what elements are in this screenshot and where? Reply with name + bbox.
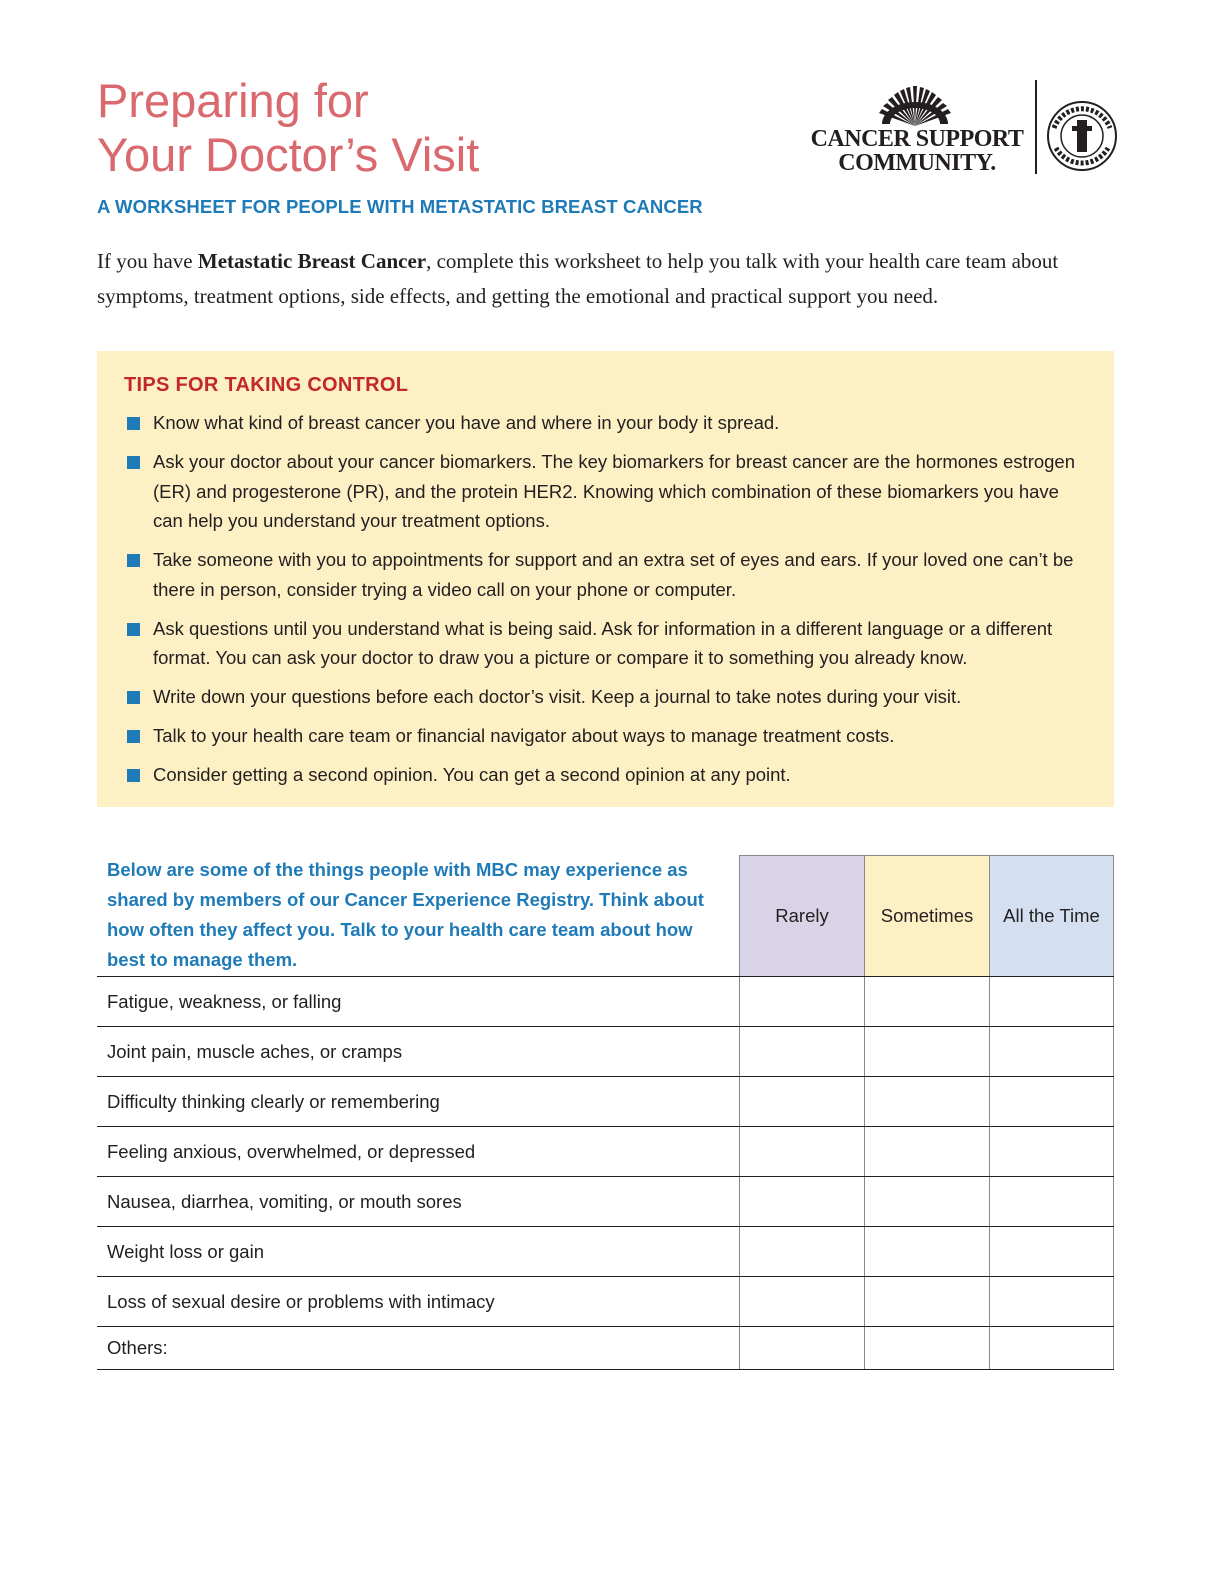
symptom-label: Weight loss or gain xyxy=(107,1240,264,1262)
table-row xyxy=(97,1077,1114,1127)
rarely-checkbox-cell[interactable] xyxy=(739,1127,864,1176)
all-the-time-checkbox-cell[interactable] xyxy=(989,1027,1114,1076)
tip-item xyxy=(127,545,1092,604)
logo-text-line-2: COMMUNITY. xyxy=(838,150,996,176)
rarely-checkbox-cell[interactable] xyxy=(739,1277,864,1326)
table-row xyxy=(97,1127,1114,1177)
rarely-checkbox-cell[interactable] xyxy=(739,1227,864,1276)
title-line-2: Your Doctor’s Visit xyxy=(97,128,480,181)
tip-item xyxy=(127,408,1092,438)
all-the-time-checkbox-cell[interactable] xyxy=(989,1077,1114,1126)
symptom-label: Joint pain, muscle aches, or cramps xyxy=(107,1040,403,1062)
sunburst-logo-icon xyxy=(870,78,960,128)
logo-text-line-1: CANCER SUPPORT xyxy=(810,126,1024,152)
intro-text-end: , complete this worksheet to help you talk with your health care team about symptoms, treatment options, side effects, and getting the emotional and practical support you need. xyxy=(97,249,1059,308)
square-bullet-icon xyxy=(127,456,140,469)
square-bullet-icon xyxy=(127,417,140,430)
sometimes-checkbox-cell[interactable] xyxy=(864,1077,989,1126)
symptom-label: Difficulty thinking clearly or remembering xyxy=(107,1090,440,1112)
sometimes-checkbox-cell[interactable] xyxy=(864,1127,989,1176)
tip-text: Ask your doctor about your cancer biomarkers. The key biomarkers for breast cancer are the hormones estrogen (ER) and progesterone (PR), and the protein HER2. Knowing which combination of these biomarkers you have can help you understand your treatment options. xyxy=(153,451,1076,531)
table-row xyxy=(97,1177,1114,1227)
symptom-label: Loss of sexual desire or problems with intimacy xyxy=(107,1290,495,1312)
rarely-checkbox-cell[interactable] xyxy=(739,977,864,1026)
all-the-time-checkbox-cell[interactable] xyxy=(989,1127,1114,1176)
table-row xyxy=(97,977,1114,1027)
square-bullet-icon xyxy=(127,769,140,782)
sometimes-checkbox-cell[interactable] xyxy=(864,1277,989,1326)
symptom-label-others: Others: xyxy=(107,1337,168,1358)
tip-text: Take someone with you to appointments for support and an extra set of eyes and ears. If your loved one can’t be there in person, consider trying a video call on your phone or computer. xyxy=(153,549,1074,600)
symptom-label: Fatigue, weakness, or falling xyxy=(107,990,342,1012)
rarely-checkbox-cell[interactable] xyxy=(739,1027,864,1076)
tips-list xyxy=(127,408,1092,799)
table-row xyxy=(97,1227,1114,1277)
all-the-time-checkbox-cell[interactable] xyxy=(989,1327,1114,1369)
table-intro-text: Below are some of the things people with MBC may experience as shared by members of our Cancer Experience Registry. Think about how often they affect you. Talk to your health care team about how best to manage them. xyxy=(107,859,704,970)
sometimes-checkbox-cell[interactable] xyxy=(864,977,989,1026)
tip-item xyxy=(127,760,1092,790)
square-bullet-icon xyxy=(127,623,140,636)
symptom-label: Nausea, diarrhea, vomiting, or mouth sores xyxy=(107,1190,462,1212)
all-the-time-checkbox-cell[interactable] xyxy=(989,1227,1114,1276)
table-row xyxy=(97,1277,1114,1327)
title-line-1: Preparing for xyxy=(97,74,369,127)
symptom-frequency-table xyxy=(97,855,1114,1370)
tip-text: Talk to your health care team or financial navigator about ways to manage treatment costs. xyxy=(153,725,895,746)
gildas-club-seal-icon xyxy=(1044,98,1120,174)
all-the-time-checkbox-cell[interactable] xyxy=(989,1177,1114,1226)
square-bullet-icon xyxy=(127,554,140,567)
table-header xyxy=(97,855,1114,977)
rarely-checkbox-cell[interactable] xyxy=(739,1327,864,1369)
tip-item xyxy=(127,614,1092,673)
sometimes-checkbox-cell[interactable] xyxy=(864,1027,989,1076)
sometimes-checkbox-cell[interactable] xyxy=(864,1327,989,1369)
column-header-rarely: Rarely xyxy=(739,855,864,976)
table-row xyxy=(97,1027,1114,1077)
symptom-label: Feeling anxious, overwhelmed, or depressed xyxy=(107,1140,476,1162)
cancer-support-community-logo xyxy=(808,78,1120,178)
tip-item xyxy=(127,682,1092,712)
table-row xyxy=(97,1327,1114,1370)
logo-divider xyxy=(1035,80,1037,174)
tips-heading: TIPS FOR TAKING CONTROL xyxy=(124,374,409,396)
tip-text: Know what kind of breast cancer you have and where in your body it spread. xyxy=(153,412,780,433)
square-bullet-icon xyxy=(127,691,140,704)
sometimes-checkbox-cell[interactable] xyxy=(864,1227,989,1276)
tip-text: Ask questions until you understand what is being said. Ask for information in a different language or a different format. You can ask your doctor to draw you a picture or compare it to something you already know. xyxy=(153,617,1053,668)
intro-text-start: If you have xyxy=(97,249,198,273)
all-the-time-checkbox-cell[interactable] xyxy=(989,977,1114,1026)
tips-box xyxy=(97,351,1114,807)
intro-paragraph xyxy=(97,244,1127,314)
square-bullet-icon xyxy=(127,730,140,743)
column-header-sometimes: Sometimes xyxy=(864,855,989,976)
tip-text: Write down your questions before each doctor’s visit. Keep a journal to take notes during your visit. xyxy=(153,686,962,707)
tip-item xyxy=(127,447,1092,536)
intro-bold-term: Metastatic Breast Cancer xyxy=(197,249,427,273)
rarely-checkbox-cell[interactable] xyxy=(739,1177,864,1226)
column-header-all-the-time: All the Time xyxy=(989,855,1114,976)
tip-item xyxy=(127,721,1092,751)
sometimes-checkbox-cell[interactable] xyxy=(864,1177,989,1226)
page-subtitle: A WORKSHEET FOR PEOPLE WITH METASTATIC BREAST CANCER xyxy=(97,196,703,217)
rarely-checkbox-cell[interactable] xyxy=(739,1077,864,1126)
page-title xyxy=(97,74,697,182)
all-the-time-checkbox-cell[interactable] xyxy=(989,1277,1114,1326)
tip-text: Consider getting a second opinion. You can get a second opinion at any point. xyxy=(153,764,791,785)
